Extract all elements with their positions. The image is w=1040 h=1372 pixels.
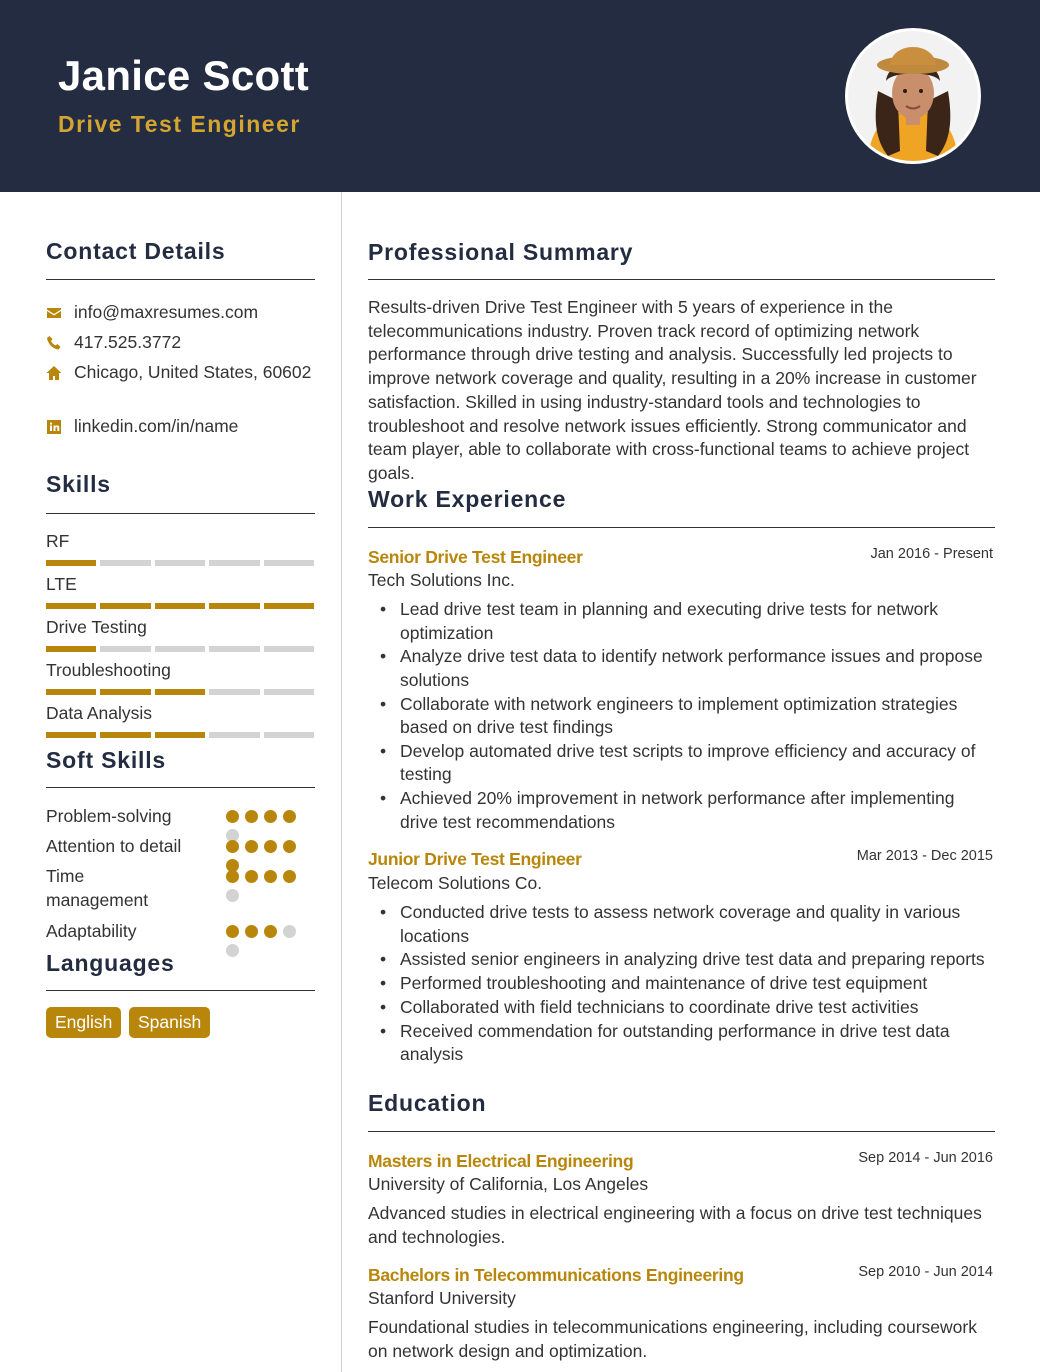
skill-level-segment (209, 560, 259, 566)
rating-dot (264, 840, 277, 853)
rating-dot (226, 925, 239, 938)
experience-heading: Work Experience (368, 486, 567, 512)
rating-dot (245, 925, 258, 938)
skill-level-segment (264, 732, 314, 738)
rating-dot (264, 810, 277, 823)
job-bullet: • Conducted drive tests to assess network coverage and quality in various locations (400, 901, 996, 948)
degree-date: Sep 2014 - Jun 2016 (858, 1150, 993, 1166)
rating-dot (283, 840, 296, 853)
contact-location (46, 362, 311, 383)
profile-photo-illustration (848, 31, 978, 161)
contact-heading: Contact Details (46, 238, 226, 264)
rating-dot (226, 810, 239, 823)
rating-dot (226, 889, 239, 902)
job-date: Mar 2013 - Dec 2015 (856, 848, 993, 864)
degree-title: Masters in Electrical Engineering (368, 1151, 634, 1171)
rating-dot (245, 870, 258, 883)
skill-level-segment (46, 732, 96, 738)
skill-level-segment (264, 689, 314, 695)
contact-phone-text: 417.525.3772 (74, 332, 182, 352)
skill-level-segment (100, 560, 150, 566)
skill-level-segment (155, 646, 205, 652)
soft-skill-label: Attention to detail (46, 836, 182, 856)
skills-rule (46, 513, 315, 514)
skill-label: Drive Testing (46, 617, 147, 637)
job-bullet: • Collaborated with field technicians to coordinate drive test activities (400, 996, 996, 1020)
degree-description: Foundational studies in telecommunications engineering, including coursework on network design and optimization. (368, 1317, 977, 1361)
summary-heading: Professional Summary (368, 239, 634, 265)
education-rule (368, 1131, 995, 1132)
job-company: Tech Solutions Inc. (368, 570, 515, 590)
rating-dot (226, 944, 239, 957)
contact-email[interactable] (46, 302, 258, 323)
contact-phone[interactable] (46, 332, 181, 353)
education-heading: Education (368, 1090, 487, 1116)
job-bullet: • Assisted senior engineers in analyzing drive test data and preparing reports (400, 948, 996, 972)
contact-rule (46, 279, 315, 280)
skill-level-bar (46, 646, 314, 652)
job-bullet: • Lead drive test team in planning and executing drive tests for network optimization (400, 598, 996, 645)
skill-level-segment (155, 689, 205, 695)
soft-skill-rating (226, 840, 302, 872)
phone-icon (46, 335, 62, 351)
skill-level-segment (209, 732, 259, 738)
skill-level-segment (264, 646, 314, 652)
rating-dot (245, 840, 258, 853)
soft-skill-rating (226, 870, 302, 902)
profile-photo (845, 28, 981, 164)
job-bullet: • Achieved 20% improvement in network performance after implementing drive test recommendations (400, 787, 996, 834)
skill-level-segment (209, 646, 259, 652)
skill-level-segment (100, 646, 150, 652)
rating-dot (283, 925, 296, 938)
soft-skill-label: Time management (46, 866, 149, 910)
skill-label: LTE (46, 574, 77, 594)
job-title: Senior Drive Test Engineer (368, 547, 583, 567)
job-title: Junior Drive Test Engineer (368, 849, 582, 869)
job-bullets (400, 598, 996, 834)
skill-level-segment (46, 603, 96, 609)
rating-dot (226, 840, 239, 853)
skill-level-segment (209, 689, 259, 695)
skill-level-bar (46, 603, 314, 609)
skill-label: Data Analysis (46, 703, 153, 723)
skill-level-segment (46, 689, 96, 695)
candidate-name: Janice Scott (58, 52, 310, 99)
summary-rule (368, 279, 995, 280)
skill-level-bar (46, 560, 314, 566)
degree-title: Bachelors in Telecommunications Engineering (368, 1265, 744, 1285)
column-divider (341, 192, 342, 1372)
language-badge: Spanish (129, 1007, 210, 1038)
home-icon (46, 365, 62, 381)
job-bullet: • Performed troubleshooting and maintenance of drive test equipment (400, 972, 996, 996)
soft-skills-heading: Soft Skills (46, 747, 166, 773)
skill-level-segment (100, 689, 150, 695)
school-name: University of California, Los Angeles (368, 1174, 649, 1194)
soft-skill-rating (226, 925, 302, 957)
rating-dot (226, 870, 239, 883)
job-company: Telecom Solutions Co. (368, 873, 543, 893)
contact-location-text: Chicago, United States, 60602 (74, 362, 312, 382)
contact-email-text: info@maxresumes.com (74, 302, 259, 322)
rating-dot (283, 870, 296, 883)
contact-linkedin[interactable] (46, 416, 238, 437)
skill-level-segment (100, 732, 150, 738)
soft-skills-rule (46, 787, 315, 788)
skill-level-segment (46, 646, 96, 652)
skill-level-segment (100, 603, 150, 609)
skill-level-bar (46, 732, 314, 738)
rating-dot (264, 870, 277, 883)
rating-dot (283, 810, 296, 823)
job-date: Jan 2016 - Present (870, 546, 993, 562)
job-bullet: • Received commendation for outstanding performance in drive test data analysis (400, 1020, 996, 1067)
degree-description: Advanced studies in electrical engineering with a focus on drive test techniques and technologies. (368, 1203, 982, 1247)
skill-level-segment (155, 560, 205, 566)
skill-label: Troubleshooting (46, 660, 171, 680)
rating-dot (245, 810, 258, 823)
linkedin-icon (46, 419, 62, 435)
skill-level-segment (155, 603, 205, 609)
skill-level-segment (46, 560, 96, 566)
languages-heading: Languages (46, 950, 175, 976)
school-name: Stanford University (368, 1288, 516, 1308)
resume-header (0, 0, 1040, 192)
job-bullets (400, 901, 996, 1067)
experience-rule (368, 527, 995, 528)
soft-skill-label: Problem-solving (46, 806, 172, 826)
envelope-icon (46, 305, 62, 321)
skill-level-bar (46, 689, 314, 695)
skill-level-segment (264, 560, 314, 566)
rating-dot (264, 925, 277, 938)
job-bullet: • Develop automated drive test scripts to improve efficiency and accuracy of testing (400, 740, 996, 787)
degree-date: Sep 2010 - Jun 2014 (858, 1264, 993, 1280)
languages-rule (46, 990, 315, 991)
job-bullet: • Analyze drive test data to identify network performance issues and propose solutions (400, 645, 996, 692)
soft-skill-label: Adaptability (46, 921, 137, 941)
job-bullet: • Collaborate with network engineers to implement optimization strategies based on drive test findings (400, 693, 996, 740)
skills-heading: Skills (46, 471, 111, 497)
language-badge: English (46, 1007, 121, 1038)
soft-skill-rating (226, 810, 302, 842)
contact-linkedin-text: linkedin.com/in/name (74, 416, 239, 436)
skill-level-segment (209, 603, 259, 609)
candidate-title: Drive Test Engineer (58, 111, 301, 137)
skill-level-segment (155, 732, 205, 738)
skill-level-segment (264, 603, 314, 609)
skill-label: RF (46, 531, 70, 551)
summary-text: Results-driven Drive Test Engineer with 5 years of experience in the telecommunications industry. Proven track record of optimizing network performance through drive testing and analysis. Successfully led projects to improve network coverage and quality, resulting in a 20% increase in customer satisfaction. Skilled in using industry-standard tools and technologies to troubleshoot and resolve network issues efficiently. Strong communicator and team player, able to collaborate with cross-functional teams to achieve project goals. (368, 297, 977, 483)
